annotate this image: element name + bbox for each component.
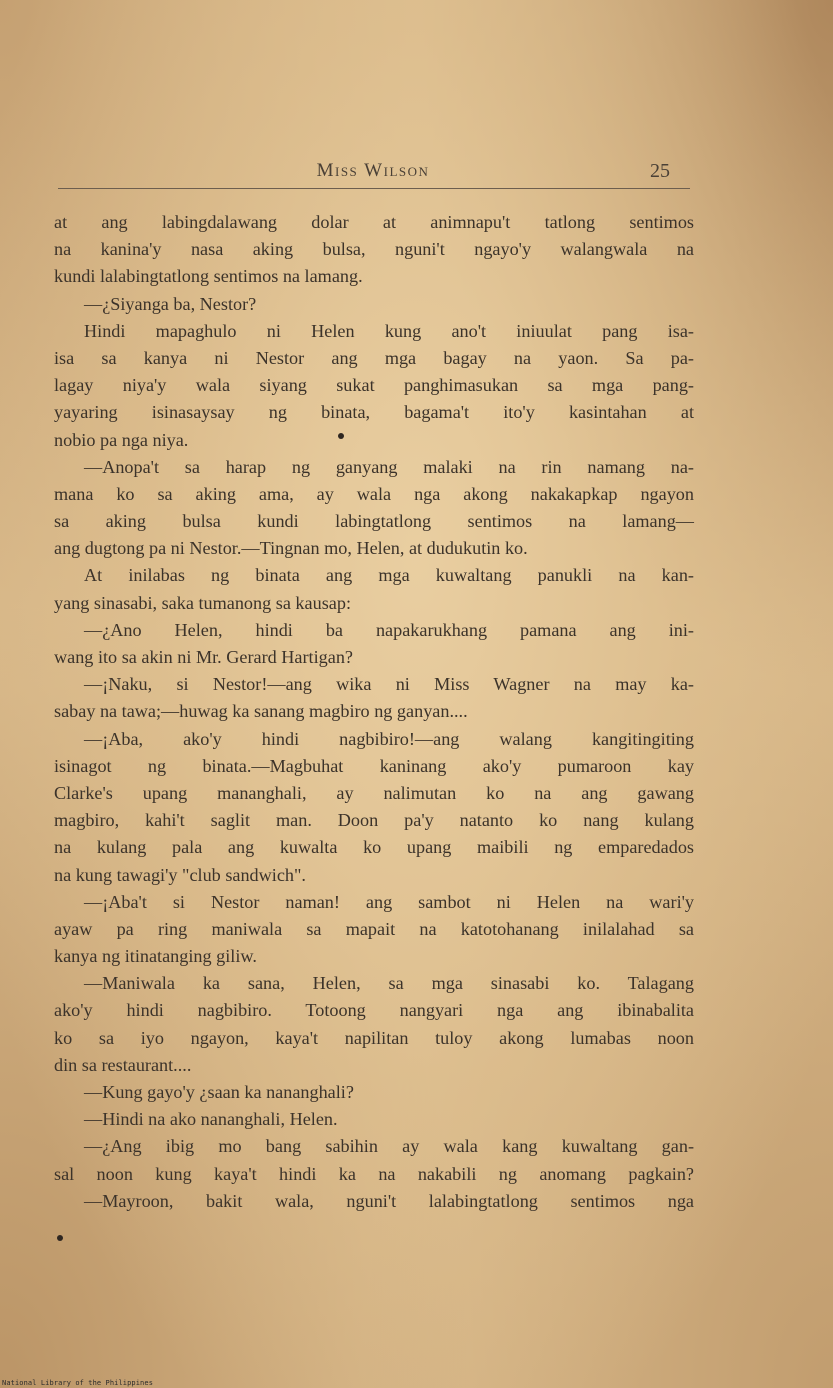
text-line: —Maniwala ka sana, Helen, sa mga sinasabi ko. Talagang: [84, 973, 694, 994]
text-line: —¿Ang ibig mo bang sabihin ay wala kang kuwaltang gan-: [84, 1136, 694, 1157]
text-line: ako'y hindi nagbibiro. Totoong nangyari nga ang ibinabalita: [54, 1000, 694, 1021]
text-line: sa aking bulsa kundi labingtatlong sentimos na lamang—: [54, 511, 694, 532]
text-line: kanya ng itinatanging giliw.: [54, 946, 257, 967]
text-line: —Mayroon, bakit wala, nguni't lalabingtatlong sentimos nga: [84, 1190, 694, 1211]
text-line: At inilabas ng binata ang mga kuwaltang panukli na kan-: [84, 565, 694, 586]
library-credit: National Library of the Philippines: [2, 1379, 154, 1387]
text-line: —Kung gayo'y ¿saan ka nananghali?: [84, 1082, 354, 1102]
text-line: yang sinasabi, saka tumanong sa kausap:: [54, 592, 351, 613]
page-number: 25: [650, 160, 670, 182]
text-line: sabay na tawa;—huwag ka sanang magbiro ng ganyan....: [54, 701, 468, 722]
text-line: Hindi mapaghulo ni Helen kung ano't iniuulat pang isa-: [84, 320, 694, 341]
text-line: ko sa iyo ngayon, kaya't napilitan tuloy akong lumabas noon: [54, 1027, 694, 1048]
text-line: na kanina'y nasa aking bulsa, nguni't ngayo'y walangwala na: [54, 239, 694, 260]
text-line: na kulang pala ang kuwalta ko upang maibili ng emparedados: [54, 837, 694, 858]
text-line: nobio pa nga niya.: [54, 429, 189, 450]
ink-speck: [338, 433, 344, 439]
page-header: [54, 160, 692, 188]
text-line: —¡Aba, ako'y hindi nagbibiro!—ang walang kangitingiting: [84, 728, 694, 749]
text-line: —Hindi na ako nananghali, Helen.: [84, 1109, 338, 1130]
text-line: Clarke's upang mananghali, ay nalimutan ko na ang gawang: [54, 782, 694, 803]
text-line: —Anopa't sa harap ng ganyang malaki na rin namang na-: [84, 456, 694, 477]
text-line: magbiro, kahi't saglit man. Doon pa'y natanto ko nang kulang: [54, 810, 694, 831]
text-line: wang ito sa akin ni Mr. Gerard Hartigan?: [54, 647, 353, 667]
running-title: Miss Wilson: [316, 160, 430, 181]
header-rule: [58, 188, 690, 189]
text-line: kundi lalabingtatlong sentimos na lamang.: [54, 266, 363, 287]
text-line: ayaw pa ring maniwala sa mapait na katotohanang inilalahad sa: [54, 918, 694, 939]
text-line: na kung tawagi'y "club sandwich".: [54, 864, 306, 885]
ink-speck: [57, 1235, 63, 1241]
text-line: isinagot ng binata.—Magbuhat kaninang ako'y pumaroon kay: [54, 755, 694, 776]
text-line: —¡Aba't si Nestor naman! ang sambot ni Helen na wari'y: [84, 891, 694, 912]
text-line: isa sa kanya ni Nestor ang mga bagay na yaon. Sa pa-: [54, 347, 694, 368]
text-line: din sa restaurant....: [54, 1054, 192, 1075]
text-line: sal noon kung kaya't hindi ka na nakabili ng anomang pagkain?: [54, 1163, 694, 1184]
text-line: ang dugtong pa ni Nestor.—Tingnan mo, Helen, at dudukutin ko.: [54, 538, 528, 559]
text-line: —¡Naku, si Nestor!—ang wika ni Miss Wagner na may ka-: [84, 674, 694, 695]
text-line: yayaring isinasaysay ng binata, bagama't ito'y kasintahan at: [54, 402, 694, 423]
text-line: lagay niya'y wala siyang sukat panghimasukan sa mga pang-: [54, 375, 694, 396]
text-line: —¿Ano Helen, hindi ba napakarukhang pamana ang ini-: [84, 619, 694, 640]
text-line: —¿Siyanga ba, Nestor?: [84, 293, 257, 314]
text-line: at ang labingdalawang dolar at animnapu't tatlong sentimos: [54, 212, 694, 232]
body-text: [54, 209, 694, 1215]
text-line: mana ko sa aking ama, ay wala nga akong nakakapkap ngayon: [54, 483, 694, 504]
